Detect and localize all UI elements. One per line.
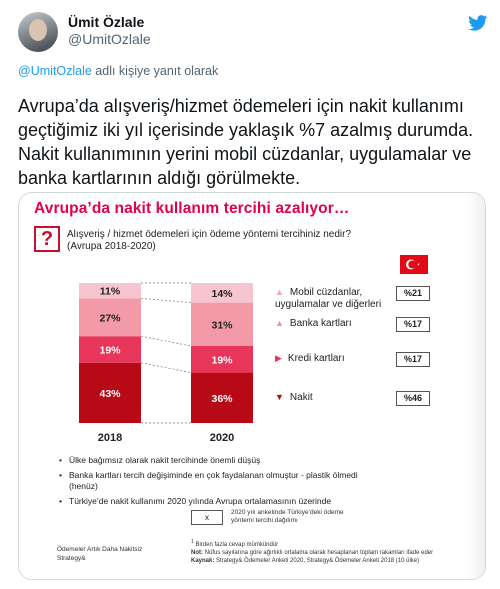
footnotes	[191, 538, 481, 565]
turkey-share-box: %17	[396, 317, 430, 332]
footnote-multiple-answers: $^1$ Birden fazla cevap mümkündür	[191, 539, 279, 548]
bar-value-label: 14%	[211, 287, 233, 300]
footnote-source: Kaynak: Strategy& Ödemeler Anketi 2020, Strategy& Ödemeler Anketi 2018 (10 ülke)	[191, 558, 420, 564]
turkey-share-box: %46	[396, 391, 430, 406]
category-label: 2020	[209, 432, 235, 444]
turkey-share-box-key: x	[191, 510, 223, 525]
connector-line	[141, 363, 191, 373]
infographic-title: Avrupa’da nakit kullanım tercihi azalıyor…	[34, 200, 350, 217]
bar-value-label: 27%	[99, 312, 121, 325]
legend-right-arrow-icon: ▶	[275, 353, 282, 364]
avatar[interactable]	[18, 12, 58, 52]
reply-mention-link[interactable]: @UmitOzlale	[18, 64, 92, 78]
twitter-bird-icon	[468, 15, 488, 31]
reply-context-text: adlı kişiye yanıt olarak	[91, 64, 219, 78]
key-finding: • Türkiye’de nakit kullanımı 2020 yılında Avrupa ortalamasının üzerinde	[59, 496, 359, 507]
bar-value-label: 36%	[211, 392, 233, 405]
legend-item	[275, 317, 395, 330]
key-findings-list	[59, 455, 359, 511]
legend-label: Kredi kartları	[287, 353, 345, 365]
turkey-share-box: %21	[396, 286, 430, 301]
survey-question-text: Alışveriş / hizmet ödemeleri için ödeme yöntemi tercihiniz nedir?	[67, 229, 352, 240]
legend-up-arrow-icon: ▲	[275, 318, 284, 329]
source-report-brand: Strategy&	[57, 555, 86, 562]
source-report-title: Ödemeler Artık Daha Nakitsiz	[57, 546, 143, 553]
bar-value-label: 19%	[99, 344, 121, 357]
legend-down-arrow-icon: ▼	[275, 391, 284, 402]
key-finding: • Banka kartları tercih değişiminde en çok faydalanan olmuştur - plastik ölmedi (henüz)	[59, 470, 359, 492]
legend-label: Banka kartları	[289, 318, 352, 330]
tweet-image[interactable]	[18, 192, 486, 580]
reply-context	[18, 64, 218, 78]
connector-line	[141, 336, 191, 346]
author-handle[interactable]: @UmitOzlale	[68, 31, 151, 47]
legend-item	[275, 352, 395, 365]
key-finding: • Ülke bağımsız olarak nakit tercihinde önemli düşüş	[59, 455, 359, 466]
bar-value-label: 43%	[99, 387, 121, 400]
legend-up-arrow-icon: ▲	[275, 286, 284, 297]
survey-question-sub: (Avrupa 2018-2020)	[67, 241, 156, 252]
bar-value-label: 31%	[211, 319, 233, 332]
connector-line	[141, 298, 191, 302]
turkey-share-box-note: 2020 yılı anketinde Türkiye’deki ödeme yöntemi tercihi dağılımı	[231, 509, 344, 524]
question-mark-icon: ?	[34, 226, 60, 252]
legend-label: Mobil cüzdanlar, uygulamalar ve diğerleri	[275, 286, 382, 310]
footnote-note: Not: Nüfus sayılarına göre ağırlıklı ortalama olarak hesaplanan toplam rakamları ifade eder	[191, 550, 434, 556]
bar-value-label: 19%	[211, 354, 233, 367]
author-name[interactable]: Ümit Özlale	[68, 14, 145, 30]
tweet-text: Avrupa’da alışveriş/hizmet ödemeleri için nakit kullanımı geçtiğimiz iki yıl içerisinde yaklaşık %7 azalmış durumda. Nakit kullanımının yerini mobil cüzdanlar, uygulamalar ve banka kartlarının aldığı görülmekte.	[18, 96, 474, 188]
infographic	[19, 193, 485, 579]
source-report	[57, 545, 142, 563]
page-edge-shadow	[465, 193, 485, 579]
category-label: 2018	[97, 432, 123, 444]
turkey-share-box: %17	[396, 352, 430, 367]
legend-label: Nakit	[289, 391, 313, 403]
bar-value-label: 11%	[99, 285, 121, 298]
legend-item	[275, 286, 395, 311]
legend-item	[275, 391, 395, 404]
